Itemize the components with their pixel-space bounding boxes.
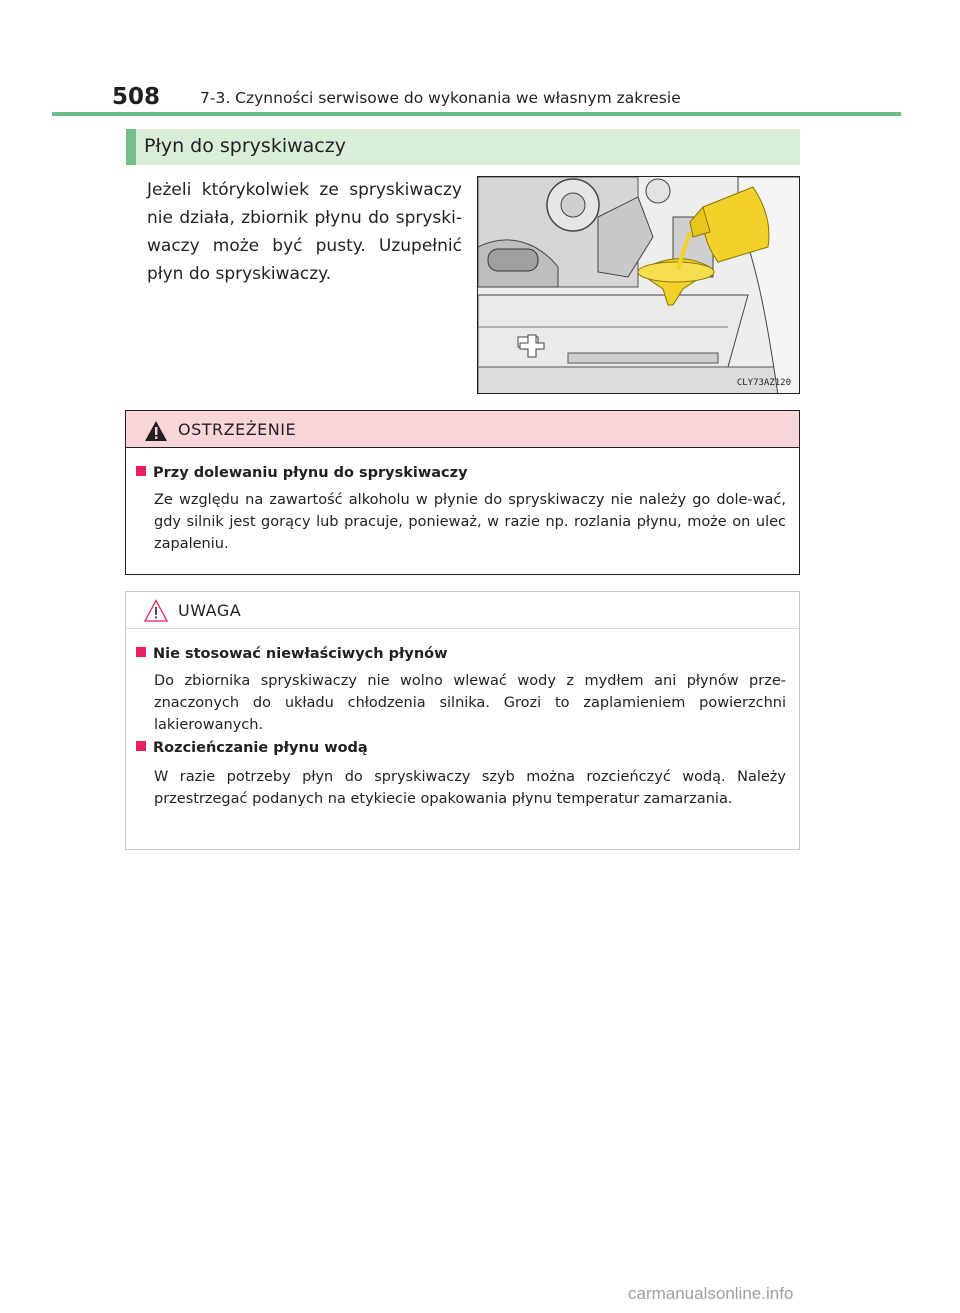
warning-label: OSTRZEŻENIE: [178, 420, 297, 439]
notice-item-heading: Rozcieńczanie płynu wodą: [136, 740, 368, 756]
engine-bay-illustration: [477, 176, 800, 394]
intro-paragraph: Jeżeli którykolwiek ze spryskiwaczy nie działa, zbiornik płynu do spryski-waczy może być pusty. Uzupełnić płyn do spryskiwaczy.: [147, 180, 462, 284]
illustration-code: CLY73AZ120: [736, 378, 791, 388]
notice-item-text: Do zbiornika spryskiwaczy nie wolno wlewać wody z mydłem ani płynów prze-znaczonych do układu chłodzenia silnika. Grozi to zaplamieniem powierzchni lakierowanych.: [154, 673, 786, 733]
bullet-square-icon: [136, 647, 146, 657]
warning-header: [126, 411, 799, 448]
warning-triangle-icon: [144, 420, 168, 442]
bullet-square-icon: [136, 466, 146, 476]
watermark: carmanualsonline.info: [628, 1284, 794, 1303]
header-divider: [52, 112, 901, 116]
notice-box: [125, 591, 800, 850]
section-title-bar: [126, 129, 800, 165]
warning-item-heading: Przy dolewaniu płynu do spryskiwaczy: [136, 465, 468, 481]
notice-item-heading: Nie stosować niewłaściwych płynów: [136, 646, 448, 662]
notice-label: UWAGA: [178, 601, 242, 620]
warning-item-text: Ze względu na zawartość alkoholu w płynie do spryskiwaczy nie należy go dole-wać, gdy silnik jest gorący lub pracuje, ponieważ, w razie np. rozlania płynu, może on ulec zapaleniu.: [154, 492, 786, 552]
page-number: 508: [112, 84, 161, 110]
section-title-accent: [126, 129, 136, 165]
section-title: Płyn do spryskiwaczy: [144, 135, 346, 157]
bullet-square-icon: [136, 741, 146, 751]
notice-header: [126, 592, 799, 629]
chapter-title: 7-3. Czynności serwisowe do wykonania we własnym zakresie: [200, 89, 681, 107]
notice-item-text: W razie potrzeby płyn do spryskiwaczy szyb można rozcieńczyć wodą. Należy przestrzegać podanych na etykiecie opakowania płynu temperatur zamarzania.: [154, 769, 786, 807]
caution-triangle-icon: [144, 599, 168, 623]
engine-illustration-drawing: [478, 177, 800, 394]
warning-box: [125, 410, 800, 575]
